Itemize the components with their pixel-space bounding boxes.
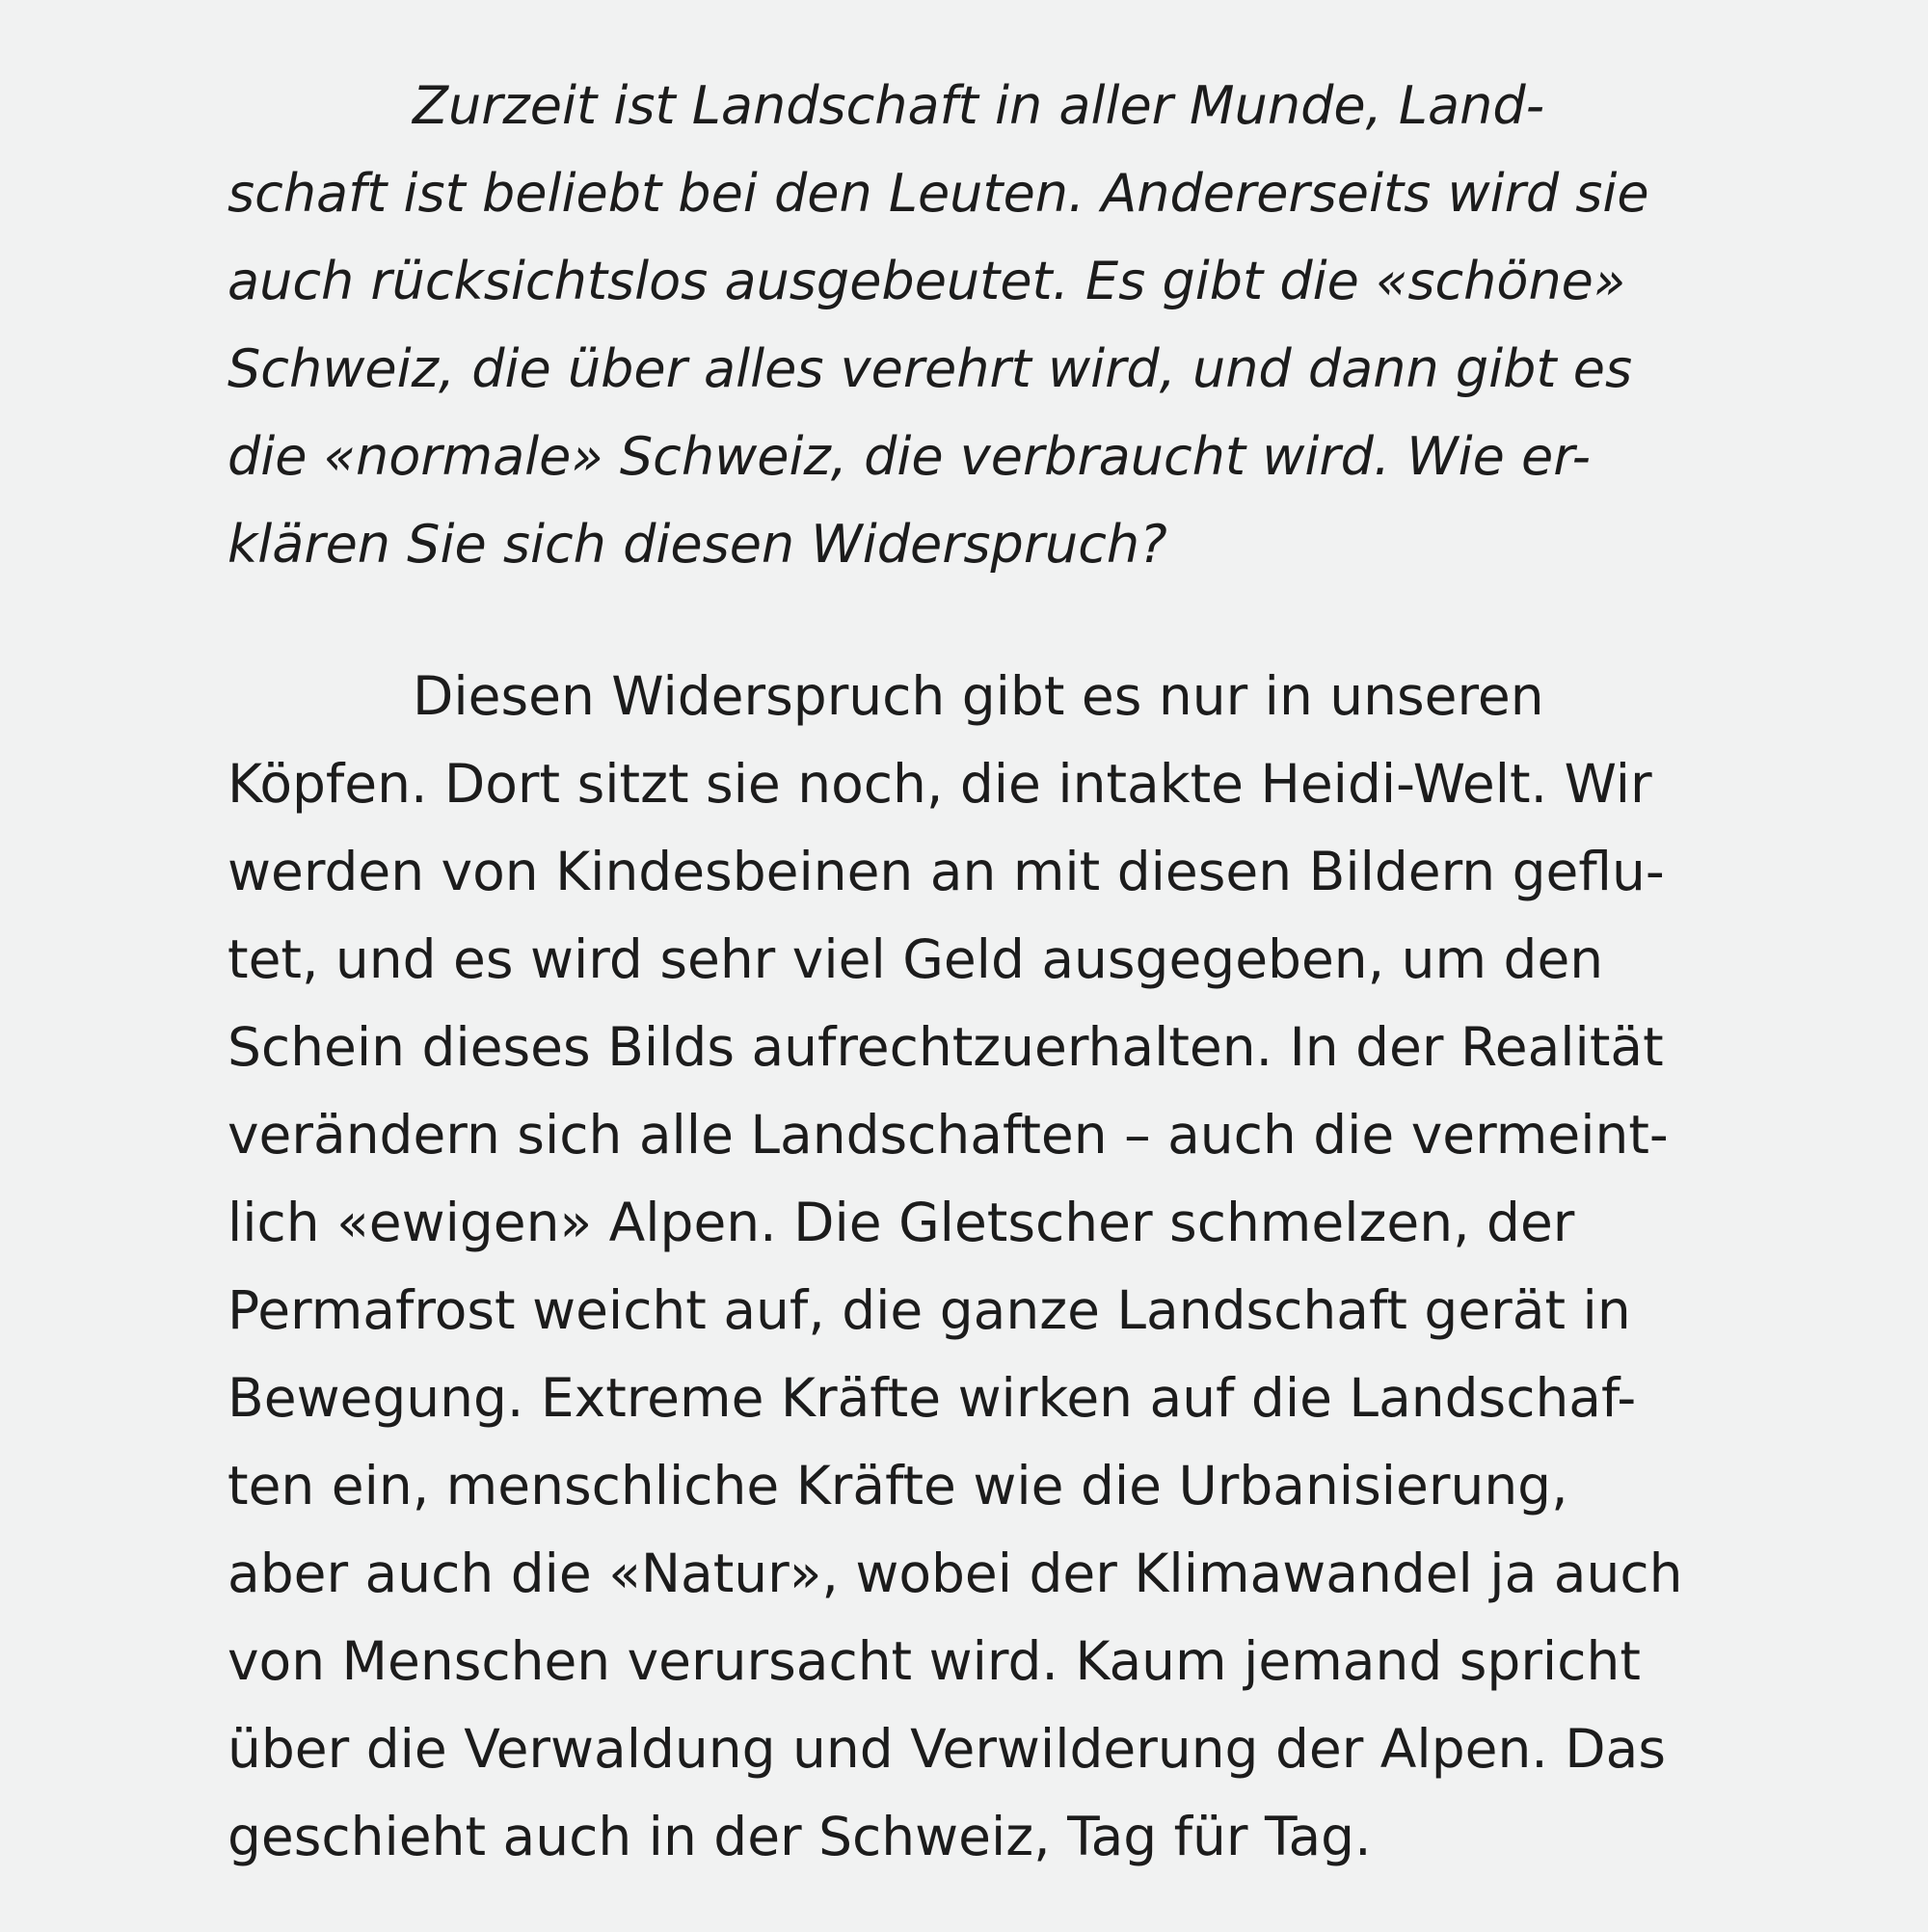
answer-line: werden von Kindesbeinen an mit diesen Bildern geflu- <box>228 841 1665 902</box>
interview-question <box>228 62 1712 588</box>
answer-line: ten ein, menschliche Kräfte wie die Urbanisierung, <box>228 1455 1568 1516</box>
answer-line: Bewegung. Extreme Kräfte wirken auf die Landschaf- <box>228 1367 1637 1429</box>
question-line: Schweiz, die über alles verehrt wird, und dann gibt es <box>228 338 1633 399</box>
answer-line: aber auch die «Natur», wobei der Klimawandel ja auch <box>228 1543 1683 1604</box>
answer-line: tet, und es wird sehr viel Geld ausgegeben, um den <box>228 928 1604 990</box>
question-line: auch rücksichtslos ausgebeutet. Es gibt die «schöne» <box>228 251 1626 311</box>
interview-answer <box>228 653 1712 1881</box>
article-text <box>228 62 1712 1881</box>
answer-line: von Menschen verursacht wird. Kaum jemand spricht <box>228 1630 1641 1692</box>
answer-line: Diesen Widerspruch gibt es nur in unseren <box>413 665 1544 727</box>
question-line: Zurzeit ist Landschaft in aller Munde, Land- <box>413 75 1545 136</box>
answer-line: geschieht auch in der Schweiz, Tag für Tag. <box>228 1806 1372 1867</box>
question-line: schaft ist beliebt bei den Leuten. Andererseits wird sie <box>228 163 1649 224</box>
answer-line: Permafrost weicht auf, die ganze Landschaft gerät in <box>228 1279 1631 1341</box>
answer-line: Schein dieses Bilds aufrechtzuerhalten. In der Realität <box>228 1016 1664 1078</box>
answer-line: verändern sich alle Landschaften – auch die vermeint- <box>228 1104 1669 1166</box>
answer-line: Köpfen. Dort sitzt sie noch, die intakte Heidi-Welt. Wir <box>228 753 1652 815</box>
answer-line: über die Verwaldung und Verwilderung der Alpen. Das <box>228 1718 1666 1780</box>
answer-line: lich «ewigen» Alpen. Die Gletscher schmelzen, der <box>228 1192 1575 1253</box>
question-line: die «normale» Schweiz, die verbraucht wird. Wie er- <box>228 426 1591 487</box>
question-line: klären Sie sich diesen Widerspruch? <box>228 514 1167 575</box>
